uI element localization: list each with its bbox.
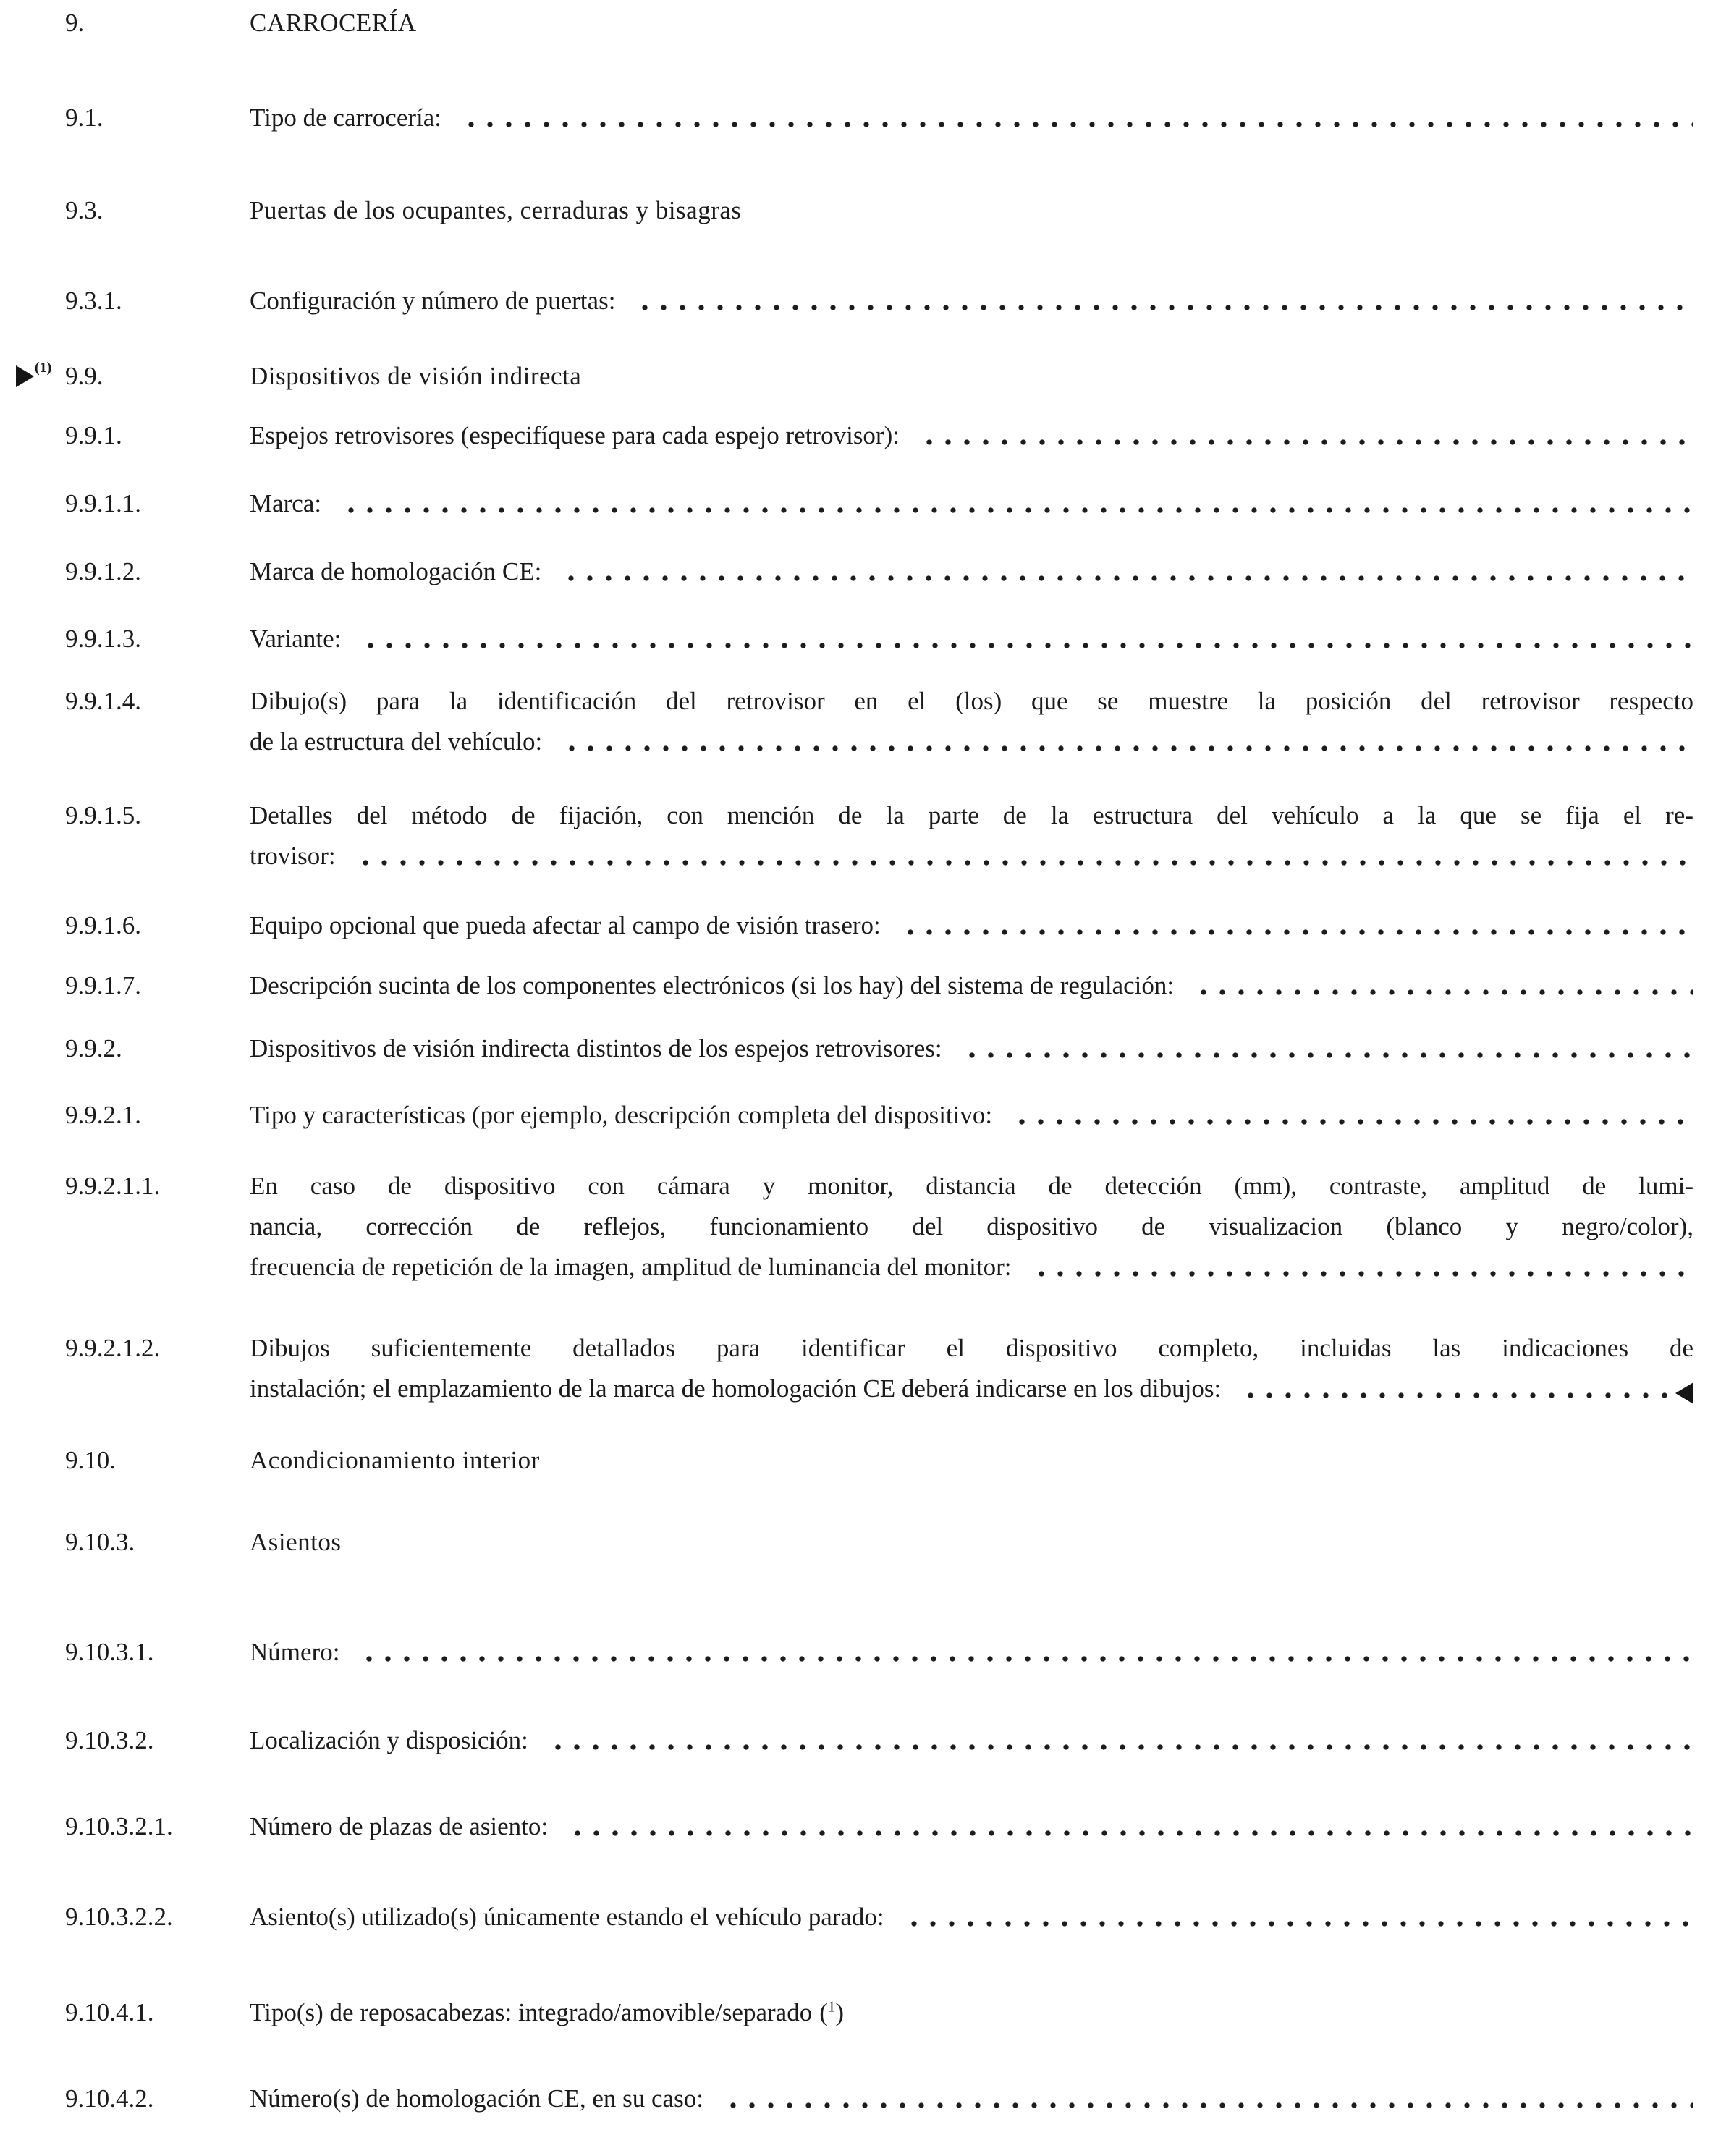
item-text: [250, 1440, 1693, 1481]
item-row: [0, 795, 1734, 876]
item-row: [0, 1632, 1734, 1673]
item-row: [0, 1328, 1734, 1409]
dotted-leader: [920, 415, 1693, 456]
item-number-text: 9.3.1.: [65, 287, 122, 315]
item-number: [0, 356, 250, 397]
item-number-text: 9.9.2.1.1.: [65, 1172, 161, 1200]
item-label: Número:: [250, 1638, 340, 1666]
item-text-line: [250, 1247, 1693, 1288]
item-text-line: [250, 1440, 1693, 1481]
dotted-leader: [568, 1806, 1693, 1847]
section-heading-label: CARROCERÍA: [250, 9, 417, 37]
item-number-text: 9.9.1.3.: [65, 625, 141, 653]
item-number-text: 9.: [65, 9, 85, 37]
item-number-text: 9.10.3.2.1.: [65, 1812, 173, 1840]
item-text: [250, 1028, 1693, 1069]
item-text-line: [250, 722, 1693, 762]
item-number-text: 9.1.: [65, 103, 103, 132]
dotted-leader: [462, 98, 1693, 138]
item-row: [0, 619, 1734, 659]
item-number: [0, 1440, 250, 1481]
dotted-leader: [901, 905, 1693, 946]
section-heading-label: Puertas de los ocupantes, cerraduras y bisagras: [250, 196, 742, 224]
dotted-leader: [549, 1720, 1693, 1761]
item-number-text: 9.9.1.5.: [65, 801, 141, 829]
item-number-text: 9.10.3.1.: [65, 1638, 154, 1666]
item-text: [250, 795, 1693, 876]
item-text-line: [250, 98, 1693, 138]
item-text: [250, 905, 1693, 946]
item-number: [0, 681, 250, 762]
dotted-leader: [360, 1632, 1693, 1673]
item-row: [0, 483, 1734, 524]
item-label: Configuración y número de puertas:: [250, 287, 616, 315]
item-text: [250, 483, 1693, 524]
dotted-leader: [724, 2079, 1693, 2119]
item-text: [250, 1806, 1693, 1847]
item-text-line: [250, 1028, 1693, 1069]
section-heading-row: [0, 1440, 1734, 1481]
item-text-line: [250, 483, 1693, 524]
item-text: [250, 98, 1693, 138]
item-number: [0, 483, 250, 524]
item-row: [0, 965, 1734, 1006]
item-row: [0, 2079, 1734, 2119]
item-number: [0, 965, 250, 1006]
section-heading-label: Dispositivos de visión indirecta: [250, 362, 582, 390]
item-number: [0, 1328, 250, 1409]
item-number: [0, 1166, 250, 1288]
item-text-line: [250, 551, 1693, 592]
item-text: [250, 1897, 1693, 1937]
item-label: Asiento(s) utilizado(s) únicamente estando el vehículo parado:: [250, 1903, 884, 1931]
item-number-text: 9.9.1.7.: [65, 971, 141, 999]
inserted-text-start-marker: [16, 360, 52, 387]
item-number-text: 9.10.3.: [65, 1528, 135, 1556]
item-row: [0, 415, 1734, 456]
item-number: [0, 551, 250, 592]
inserted-text-start-icon: [16, 365, 34, 387]
item-text-line: [250, 1095, 1693, 1136]
item-text: [250, 1095, 1693, 1136]
item-number: [0, 1720, 250, 1761]
dotted-leader: [635, 281, 1693, 321]
footnote-ref: ($^1$): [819, 1998, 845, 2026]
dotted-leader: [905, 1897, 1693, 1937]
item-number-text: 9.3.: [65, 196, 103, 224]
item-text-line: [250, 1897, 1693, 1937]
item-label: Tipo y características (por ejemplo, descripción completa del dispositivo:: [250, 1101, 993, 1129]
item-row: [0, 1166, 1734, 1288]
item-text: [250, 2079, 1693, 2119]
item-text-line: [250, 2079, 1693, 2119]
item-text: [250, 619, 1693, 659]
dotted-leader: [562, 722, 1693, 762]
item-row: [0, 905, 1734, 946]
item-text: [250, 965, 1693, 1006]
item-label: Equipo opcional que pueda afectar al campo de visión trasero:: [250, 911, 881, 939]
item-row: [0, 681, 1734, 762]
dotted-leader: [1032, 1247, 1693, 1288]
item-text-line: [250, 1992, 1693, 2033]
dotted-leader: [562, 551, 1693, 592]
item-text-line: [250, 836, 1693, 876]
item-row: [0, 98, 1734, 138]
item-label: Tipo de carrocería:: [250, 103, 441, 132]
item-text-line: [250, 965, 1693, 1006]
item-number-text: 9.10.4.2.: [65, 2084, 154, 2113]
item-number: [0, 415, 250, 456]
item-number: [0, 3, 250, 43]
item-text: [250, 1328, 1693, 1409]
item-number: [0, 1028, 250, 1069]
dotted-leader: [356, 836, 1693, 876]
dotted-leader: [1012, 1095, 1693, 1136]
item-number-text: 9.9.1.: [65, 421, 122, 449]
item-label: Descripción sucinta de los componentes electrónicos (si los hay) del sistema de regulación:: [250, 971, 1175, 999]
item-number-text: 9.9.1.6.: [65, 911, 141, 939]
section-heading-row: [0, 356, 1734, 397]
item-number-text: 9.9.2.1.: [65, 1101, 141, 1129]
item-row: [0, 551, 1734, 592]
item-number: [0, 98, 250, 138]
section-heading-row: [0, 3, 1734, 43]
item-text: [250, 1166, 1693, 1288]
item-number: [0, 2079, 250, 2119]
item-number: [0, 1522, 250, 1563]
item-text: [250, 1992, 1693, 2033]
item-number: [0, 1095, 250, 1136]
item-text-line: En caso de dispositivo con cámara y monitor, distancia de detección (mm), contraste, amplitud de lumi-: [250, 1172, 1693, 1200]
item-text-line: [250, 1369, 1693, 1409]
item-label: instalación; el emplazamiento de la marca de homologación CE deberá indicarse en los dibujos:: [250, 1374, 1222, 1403]
item-label: Número(s) de homologación CE, en su caso:: [250, 2084, 703, 2113]
item-number: [0, 190, 250, 231]
item-number-text: 9.9.: [65, 362, 103, 390]
item-text: [250, 1720, 1693, 1761]
section-heading-row: [0, 1522, 1734, 1563]
item-label: frecuencia de repetición de la imagen, amplitud de luminancia del monitor:: [250, 1253, 1012, 1281]
item-text-line: [250, 1522, 1693, 1563]
item-number-text: 9.9.2.: [65, 1034, 122, 1062]
item-number-text: 9.9.1.1.: [65, 489, 141, 517]
item-label: Espejos retrovisores (especifíquese para cada espejo retrovisor):: [250, 421, 900, 449]
item-row: [0, 1028, 1734, 1069]
footnote-ref: (1): [35, 360, 52, 376]
item-text-line: [250, 1720, 1693, 1761]
item-text-line: [250, 1806, 1693, 1847]
item-row: [0, 1992, 1734, 2033]
item-text-line: [250, 190, 1693, 231]
dotted-leader: [1194, 965, 1693, 1006]
item-label: trovisor:: [250, 842, 336, 870]
item-text-line: Detalles del método de fijación, con mención de la parte de la estructura del vehículo a la que se fija el re-: [250, 801, 1693, 829]
item-label: Marca de homologación CE:: [250, 557, 542, 585]
item-label: Tipo(s) de reposacabezas: integrado/amovible/separado: [250, 1998, 813, 2026]
item-text: [250, 551, 1693, 592]
item-row: [0, 1095, 1734, 1136]
item-number-text: 9.10.3.2.2.: [65, 1903, 173, 1931]
item-text-line: [250, 281, 1693, 321]
item-label: Marca:: [250, 489, 322, 517]
dotted-leader: [1241, 1369, 1674, 1409]
item-label: Localización y disposición:: [250, 1726, 528, 1754]
dotted-leader: [361, 619, 1693, 659]
item-number: [0, 1806, 250, 1847]
item-text-line: [250, 3, 1693, 43]
item-number: [0, 905, 250, 946]
section-heading-label: Asientos: [250, 1528, 342, 1556]
dotted-leader: [963, 1028, 1693, 1069]
item-number: [0, 1992, 250, 2033]
item-label: Variante:: [250, 625, 342, 653]
dotted-leader: [342, 483, 1693, 524]
item-number: [0, 1897, 250, 1937]
inserted-text-end-icon: [1675, 1382, 1693, 1404]
item-text-line: [250, 905, 1693, 946]
section-heading-row: [0, 190, 1734, 231]
item-number: [0, 1632, 250, 1673]
item-label: Dispositivos de visión indirecta distintos de los espejos retrovisores:: [250, 1034, 942, 1062]
item-number-text: 9.10.4.1.: [65, 1998, 154, 2026]
item-row: [0, 1720, 1734, 1761]
item-text: [250, 190, 1693, 231]
item-number-text: 9.9.1.2.: [65, 557, 141, 585]
item-text-line: Dibujos suficientemente detallados para identificar el dispositivo completo, incluidas las indicaciones de: [250, 1334, 1693, 1362]
item-row: [0, 1897, 1734, 1937]
item-text: [250, 1632, 1693, 1673]
item-number-text: 9.9.2.1.2.: [65, 1334, 161, 1362]
item-row: [0, 281, 1734, 321]
section-heading-label: Acondicionamiento interior: [250, 1446, 540, 1474]
item-text-line: [250, 415, 1693, 456]
item-number-text: 9.9.1.4.: [65, 687, 141, 715]
item-text-line: nancia, corrección de reflejos, funcionamiento del dispositivo de visualizacion (blanco y negro/color),: [250, 1212, 1693, 1240]
item-label: de la estructura del vehículo:: [250, 727, 543, 756]
item-text: [250, 3, 1693, 43]
item-text-line: [250, 1632, 1693, 1673]
item-text-line: Dibujo(s) para la identificación del retrovisor en el (los) que se muestre la posición del retrovisor respecto: [250, 687, 1693, 715]
item-number: [0, 795, 250, 876]
item-text: [250, 1522, 1693, 1563]
item-number: [0, 619, 250, 659]
item-text: [250, 281, 1693, 321]
item-number-text: 9.10.3.2.: [65, 1726, 154, 1754]
item-row: [0, 1806, 1734, 1847]
item-text-line: [250, 356, 1693, 397]
item-text: [250, 681, 1693, 762]
item-number: [0, 281, 250, 321]
item-number-text: 9.10.: [65, 1446, 116, 1474]
item-text: [250, 415, 1693, 456]
item-text: [250, 356, 1693, 397]
footnote-number: 1: [827, 1998, 836, 2016]
item-label: Número de plazas de asiento:: [250, 1812, 549, 1840]
item-text-line: [250, 619, 1693, 659]
